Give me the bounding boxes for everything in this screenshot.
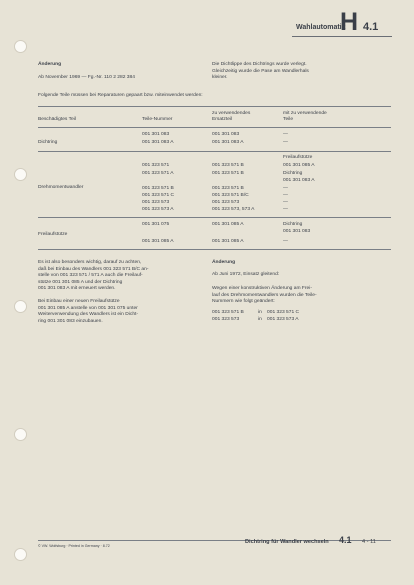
parts-note: Folgende Teile müssen bei Reparaturen gepaart bzw. miteinwendet werden: (38, 93, 203, 98)
table-cell: 001 323 573 (212, 200, 240, 205)
table-cell: 001 323 571 B (212, 163, 244, 168)
table-cell: 001 301 083 A (142, 140, 174, 145)
table-cell: 001 301 085 A (212, 222, 244, 227)
change-word: in (258, 310, 262, 315)
change-word: in (258, 317, 262, 322)
table-cell: Freilaufstütze (283, 155, 313, 160)
table-cell: 001 323 571 B/C (212, 193, 249, 198)
change-new-number: 001 323 571 C (267, 310, 300, 315)
table-cell: 001 323 571 B (212, 171, 244, 176)
header-divider (292, 36, 392, 37)
table-group-rule (38, 151, 391, 152)
table-group-label: Freilaufstütze (38, 232, 68, 237)
table-cell: — (283, 132, 288, 137)
table-cell: Dichtring (283, 222, 303, 227)
footer-imprint: © VW. Wolfsburg · Printed in Germany · 8.72 (38, 544, 110, 548)
col-header-number: Teile-Nummer (142, 117, 173, 122)
col-header-with: mit zu verwendende (283, 111, 327, 116)
table-cell: 001 323 571 B (212, 186, 244, 191)
col-header-replacement: zu verwendendes (212, 111, 251, 116)
table-cell: 001 323 571 B (142, 186, 174, 191)
section-title: Wahlautomatik (296, 24, 346, 31)
table-cell: — (283, 186, 288, 191)
table-cell: 001 301 083 (283, 229, 311, 234)
table-cell: 001 301 075 (142, 222, 170, 227)
col-header-replacement: Ersatzteil (212, 117, 233, 122)
table-cell: 001 301 083 A (283, 178, 315, 183)
section-code-number: 4.1 (363, 21, 379, 33)
right-note-heading: Änderung (212, 260, 236, 265)
change-new-number: 001 323 573 A (267, 317, 299, 322)
right-note-text: Wegen einer konstruktiven Änderung am Frei- lauf des Drehmomentwandlers wurden die Teile- Nummern wie folgt geändert: (212, 286, 317, 304)
binder-hole (14, 40, 27, 53)
left-note: Es ist also besonders wichtig, darauf zu achten, daß bei Einbau des Wandlers 001 323 571 B/C an- stelle von 001 323 571 / 571 A auch die Freilauf- stütze 001 301 085 A und der Dichtring 001 301 083 A mit erneuert werden. Bei Einbau einer neuen Freilaufstütze 001 301 085 A anstelle von 001 301 075 unter Weiterverwendung des Wandlers ist ein Dicht- ring 001 301 083 einzubauen. (38, 260, 149, 324)
table-cell: 001 323 573, 573 A (212, 207, 255, 212)
binder-hole (14, 300, 27, 313)
table-cell: — (283, 239, 288, 244)
table-cell: — (283, 200, 288, 205)
binder-hole (14, 548, 27, 561)
table-group-label: Drehmomentwandler (38, 185, 84, 190)
table-cell: 001 323 573 A (142, 207, 174, 212)
table-cell: 001 323 573 (142, 200, 170, 205)
footer-page-number: 4 - 11 (362, 539, 376, 545)
table-cell: 001 323 571 (142, 163, 170, 168)
binder-hole (14, 168, 27, 181)
table-cell: 001 301 083 A (212, 140, 244, 145)
right-note-date-ref: Ab Juni 1972, Einsatz gleitend: (212, 272, 280, 277)
col-header-with: Teile (283, 117, 294, 122)
footer-section-number: 4.1 (339, 535, 352, 545)
col-header-part: Beschädigtes Teil (38, 117, 76, 122)
binder-hole (14, 428, 27, 441)
table-top-rule (38, 106, 391, 107)
intro-date-ref: Ab November 1969 — Fg.-Nr. 110 2 282 384 (38, 75, 135, 80)
table-cell: 001 323 571 A (142, 171, 174, 176)
table-bottom-rule (38, 249, 391, 250)
table-cell: 001 301 085 A (212, 239, 244, 244)
intro-heading: Änderung (38, 62, 62, 67)
intro-text: Die Dichtlippe des Dichtrings wurde verlegt. Gleichzeitig wurde die Pase am Wandlerhals kleiner. (212, 62, 309, 80)
table-cell: 001 301 083 (142, 132, 170, 137)
table-cell: — (283, 193, 288, 198)
table-cell: — (283, 207, 288, 212)
table-group-label: Dichtring (38, 140, 58, 145)
table-cell: 001 301 085 A (142, 239, 174, 244)
table-group-rule (38, 217, 391, 218)
table-cell: 001 301 085 A (283, 163, 315, 168)
table-cell: — (283, 140, 288, 145)
footer-title: Dichtring für Wandler wechseln (245, 539, 329, 545)
table-header-rule (38, 127, 391, 128)
change-old-number: 001 323 573 (212, 317, 240, 322)
table-cell: 001 301 083 (212, 132, 240, 137)
change-old-number: 001 323 571 B (212, 310, 244, 315)
table-cell: Dichtring (283, 171, 303, 176)
section-code-letter: H (340, 8, 359, 36)
table-cell: 001 323 571 C (142, 193, 175, 198)
